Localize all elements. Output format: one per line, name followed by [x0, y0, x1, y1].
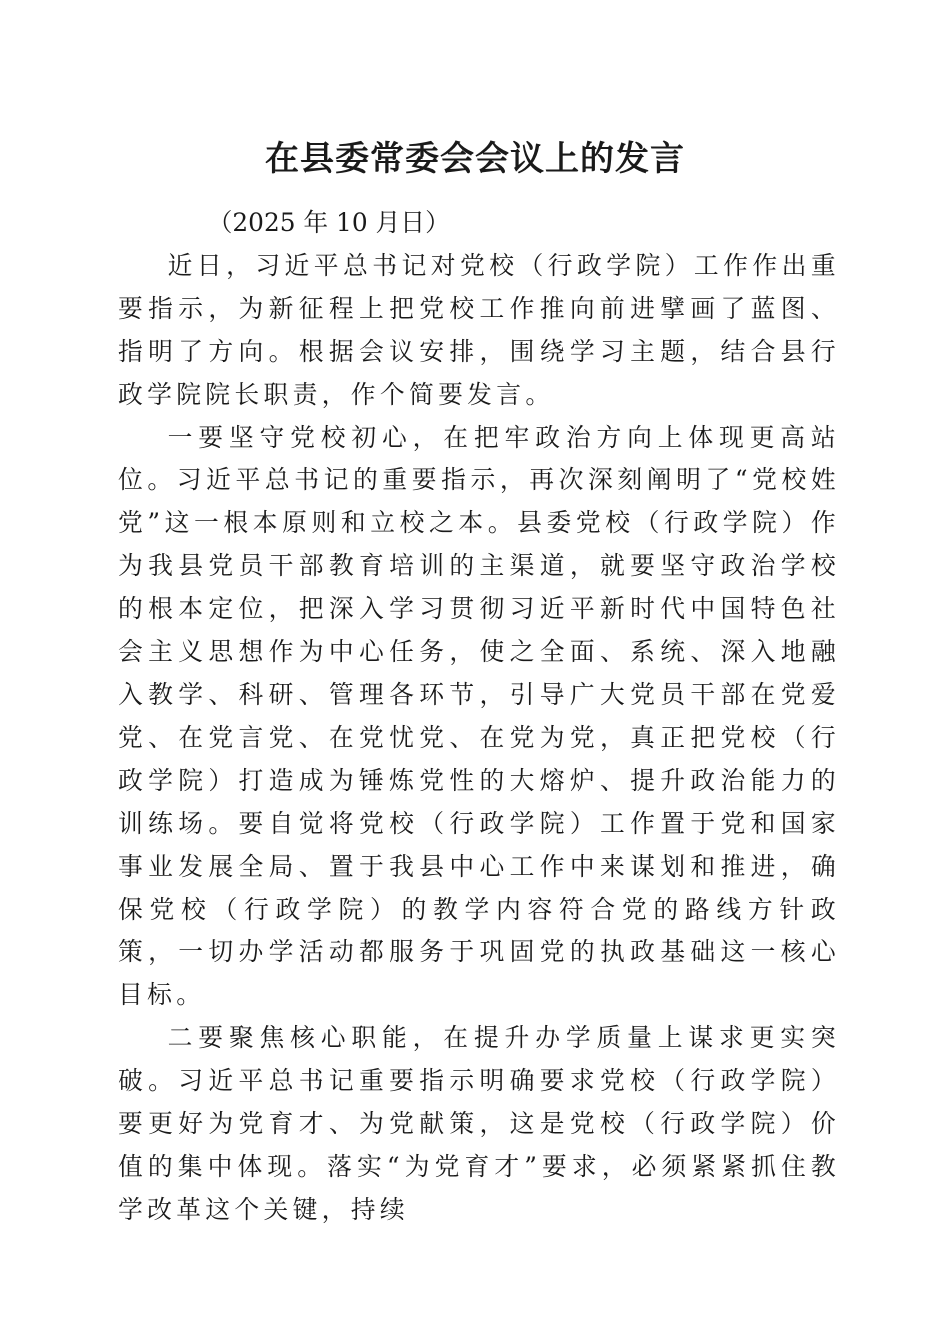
document-body — [118, 202, 840, 1232]
paragraph-intro: 近日，习近平总书记对党校（行政学院）工作作出重要指示，为新征程上把党校工作推向前进擘画了蓝图、指明了方向。根据会议安排，围绕学习主题，结合县行政学院院长职责，作个简要发言。 — [118, 250, 840, 409]
paragraph-point-two: 二要聚焦核心职能，在提升办学质量上谋求更实突破。习近平总书记重要指示明确要求党校（行政学院）要更好为党育才、为党献策，这是党校（行政学院）价值的集中体现。落实“为党育才”要求，必须紧紧抓住教学改革这个关键，持续 — [118, 1023, 840, 1224]
paragraph-point-one: 一要坚守党校初心，在把牢政治方向上体现更高站位。习近平总书记的重要指示，再次深刻阐明了“党校姓党”这一根本原则和立校之本。县委党校（行政学院）作为我县党员干部教育培训的主渠道，就要坚守政治学校的根本定位，把深入学习贯彻习近平新时代中国特色社会主义思想作为中心任务，使之全面、系统、深入地融入教学、科研、管理各环节，引导广大党员干部在党爱党、在党言党、在党忧党、在党为党，真正把党校（行政学院）打造成为锤炼党性的大熔炉、提升政治能力的训练场。要自觉将党校（行政学院）工作置于党和国家事业发展全局、置于我县中心工作中来谋划和推进，确保党校（行政学院）的教学内容符合党的路线方针政策，一切办学活动都服务于巩固党的执政基础这一核心目标。 — [118, 422, 840, 1010]
document-title: 在县委常委会会议上的发言 — [265, 139, 685, 179]
date-line: （2025 年 10 月日） — [207, 208, 450, 237]
